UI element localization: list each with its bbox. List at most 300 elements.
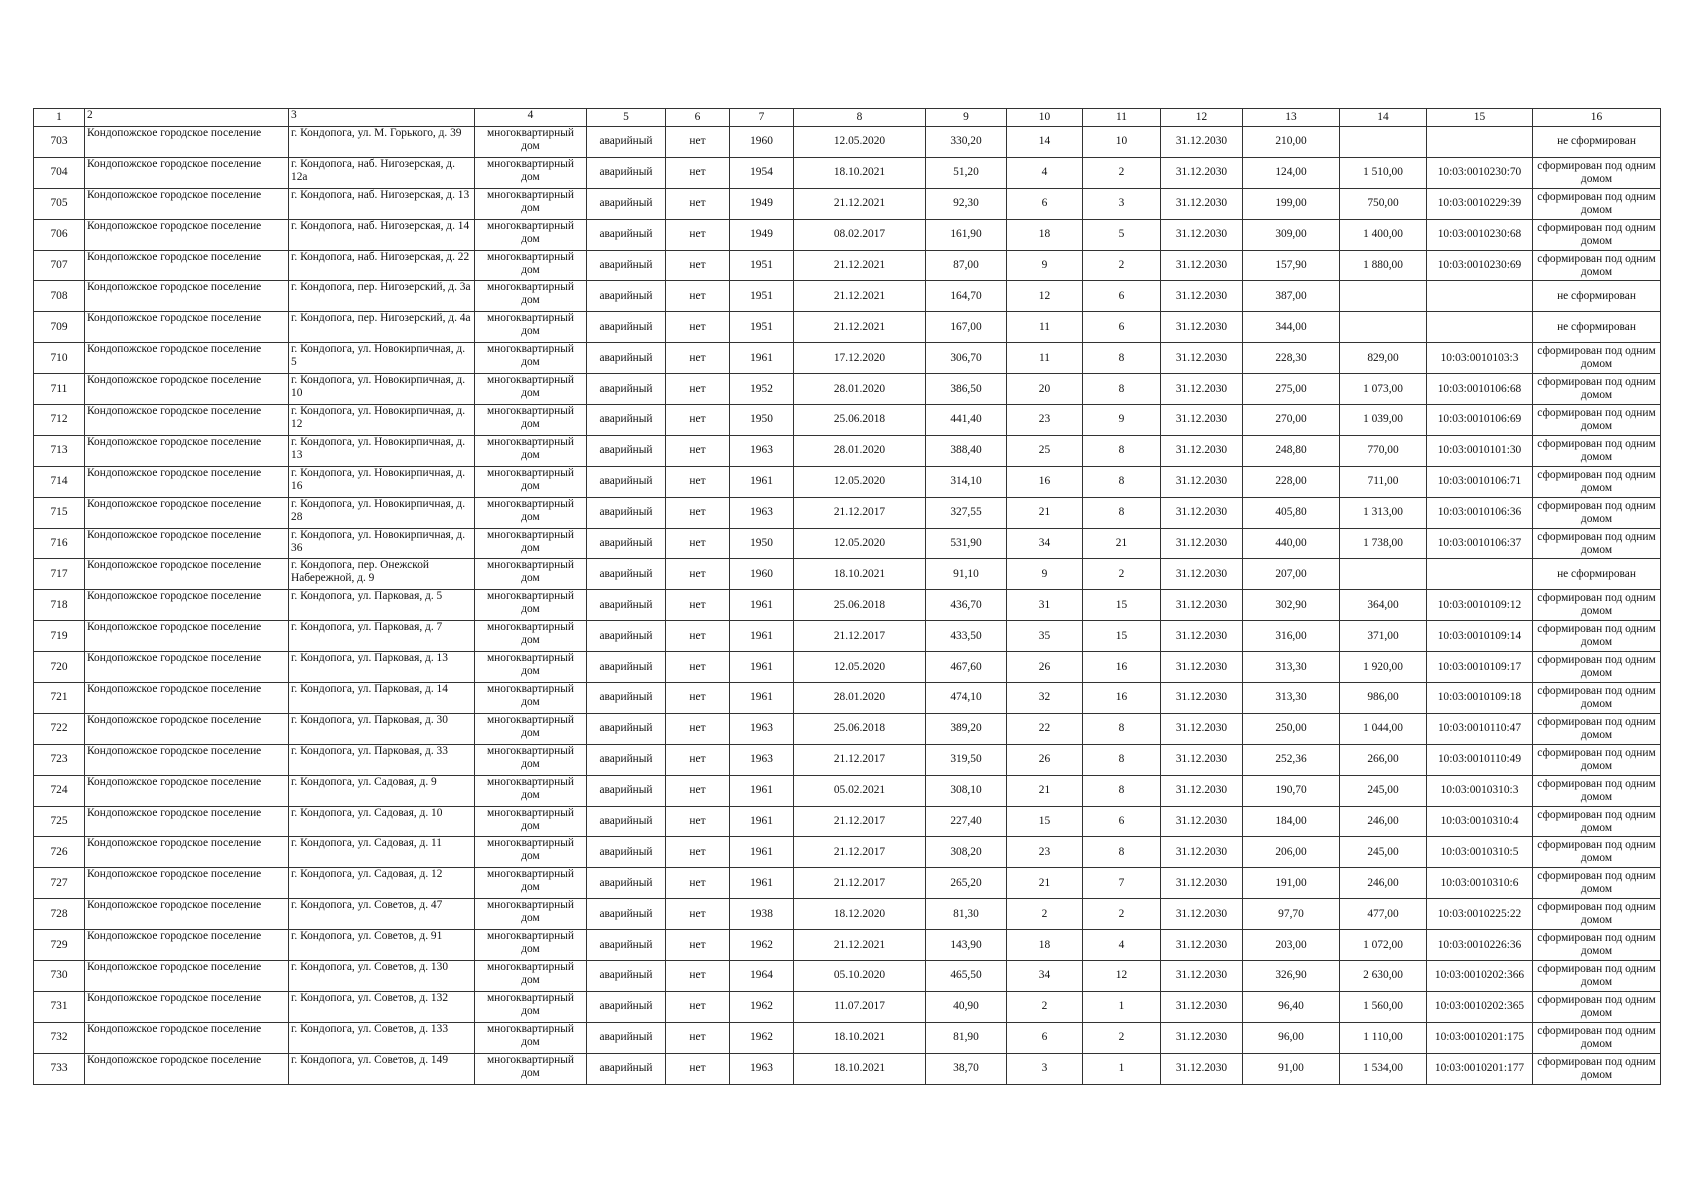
cell-6-cell: нет — [666, 1022, 730, 1053]
table-row — [34, 250, 1661, 281]
building-type-cell: многоквартирный дом — [475, 713, 587, 744]
building-type-cell: многоквартирный дом — [475, 435, 587, 466]
table-row — [34, 466, 1661, 497]
cell-13-cell: 387,00 — [1243, 281, 1340, 312]
cell-6-cell: нет — [666, 621, 730, 652]
address-cell: г. Кондопога, ул. М. Горького, д. 39 — [289, 127, 475, 158]
land-plot-status-cell: сформирован под одним домом — [1533, 930, 1661, 961]
address-cell: г. Кондопога, пер. Онежской Набережной, д. 9 — [289, 559, 475, 590]
land-plot-status-cell: сформирован под одним домом — [1533, 961, 1661, 992]
municipality-cell: Кондопожское городское поселение — [85, 188, 289, 219]
land-plot-area-cell — [1340, 312, 1427, 343]
construction-year-cell: 1938 — [730, 899, 794, 930]
planned-date-cell: 31.12.2030 — [1161, 1022, 1243, 1053]
recognition-date-cell: 12.05.2020 — [794, 127, 926, 158]
planned-date-cell: 31.12.2030 — [1161, 621, 1243, 652]
address-cell: г. Кондопога, ул. Садовая, д. 11 — [289, 837, 475, 868]
cell-6-cell: нет — [666, 127, 730, 158]
residents-count-cell: 9 — [1007, 559, 1083, 590]
land-plot-area-cell: 711,00 — [1340, 466, 1427, 497]
land-plot-status-cell: сформирован под одним домом — [1533, 343, 1661, 374]
row-number-cell: 729 — [34, 930, 85, 961]
row-number-cell: 716 — [34, 528, 85, 559]
building-type-cell: многоквартирный дом — [475, 188, 587, 219]
municipality-cell: Кондопожское городское поселение — [85, 1022, 289, 1053]
construction-year-cell: 1951 — [730, 312, 794, 343]
cell-13-cell: 206,00 — [1243, 837, 1340, 868]
land-plot-status-cell: сформирован под одним домом — [1533, 837, 1661, 868]
cell-6-cell: нет — [666, 590, 730, 621]
cell-13-cell: 191,00 — [1243, 868, 1340, 899]
cadastral-number-cell: 10:03:0010101:30 — [1427, 435, 1533, 466]
cell-13-cell: 313,30 — [1243, 683, 1340, 714]
condition-cell: аварийный — [587, 991, 666, 1022]
condition-cell: аварийный — [587, 127, 666, 158]
address-cell: г. Кондопога, пер. Нигозерский, д. 4а — [289, 312, 475, 343]
address-cell: г. Кондопога, ул. Парковая, д. 7 — [289, 621, 475, 652]
cell-13-cell: 302,90 — [1243, 590, 1340, 621]
row-number-cell: 727 — [34, 868, 85, 899]
area-cell: 388,40 — [926, 435, 1007, 466]
construction-year-cell: 1963 — [730, 713, 794, 744]
land-plot-area-cell: 371,00 — [1340, 621, 1427, 652]
municipality-cell: Кондопожское городское поселение — [85, 528, 289, 559]
area-cell: 465,50 — [926, 961, 1007, 992]
land-plot-status-cell: сформирован под одним домом — [1533, 1053, 1661, 1084]
cell-13-cell: 96,40 — [1243, 991, 1340, 1022]
cadastral-number-cell: 10:03:0010225:22 — [1427, 899, 1533, 930]
planned-date-cell: 31.12.2030 — [1161, 590, 1243, 621]
row-number-cell: 732 — [34, 1022, 85, 1053]
units-count-cell: 2 — [1083, 250, 1161, 281]
address-cell: г. Кондопога, ул. Садовая, д. 10 — [289, 806, 475, 837]
cell-6-cell: нет — [666, 250, 730, 281]
table-row — [34, 775, 1661, 806]
land-plot-status-cell: сформирован под одним домом — [1533, 219, 1661, 250]
area-cell: 474,10 — [926, 683, 1007, 714]
cell-6-cell: нет — [666, 868, 730, 899]
recognition-date-cell: 21.12.2021 — [794, 930, 926, 961]
land-plot-status-cell: сформирован под одним домом — [1533, 466, 1661, 497]
column-number-13: 13 — [1243, 109, 1340, 127]
area-cell: 51,20 — [926, 157, 1007, 188]
units-count-cell: 8 — [1083, 713, 1161, 744]
land-plot-area-cell: 1 534,00 — [1340, 1053, 1427, 1084]
address-cell: г. Кондопога, ул. Новокирпичная, д. 28 — [289, 497, 475, 528]
row-number-cell: 704 — [34, 157, 85, 188]
municipality-cell: Кондопожское городское поселение — [85, 1053, 289, 1084]
land-plot-area-cell: 1 880,00 — [1340, 250, 1427, 281]
building-type-cell: многоквартирный дом — [475, 652, 587, 683]
cadastral-number-cell: 10:03:0010310:3 — [1427, 775, 1533, 806]
units-count-cell: 2 — [1083, 559, 1161, 590]
address-cell: г. Кондопога, ул. Новокирпичная, д. 10 — [289, 374, 475, 405]
area-cell: 433,50 — [926, 621, 1007, 652]
row-number-cell: 721 — [34, 683, 85, 714]
cell-13-cell: 344,00 — [1243, 312, 1340, 343]
planned-date-cell: 31.12.2030 — [1161, 281, 1243, 312]
table-row — [34, 899, 1661, 930]
land-plot-area-cell: 1 073,00 — [1340, 374, 1427, 405]
building-type-cell: многоквартирный дом — [475, 497, 587, 528]
units-count-cell: 8 — [1083, 744, 1161, 775]
cadastral-number-cell: 10:03:0010230:68 — [1427, 219, 1533, 250]
units-count-cell: 8 — [1083, 374, 1161, 405]
cadastral-number-cell: 10:03:0010310:5 — [1427, 837, 1533, 868]
cadastral-number-cell: 10:03:0010110:47 — [1427, 713, 1533, 744]
address-cell: г. Кондопога, ул. Садовая, д. 12 — [289, 868, 475, 899]
residents-count-cell: 25 — [1007, 435, 1083, 466]
cadastral-number-cell: 10:03:0010310:4 — [1427, 806, 1533, 837]
cell-13-cell: 199,00 — [1243, 188, 1340, 219]
column-number-9: 9 — [926, 109, 1007, 127]
cell-13-cell: 270,00 — [1243, 405, 1340, 436]
cadastral-number-cell: 10:03:0010106:36 — [1427, 497, 1533, 528]
residents-count-cell: 4 — [1007, 157, 1083, 188]
building-type-cell: многоквартирный дом — [475, 899, 587, 930]
table-row — [34, 930, 1661, 961]
cadastral-number-cell: 10:03:0010106:71 — [1427, 466, 1533, 497]
residents-count-cell: 6 — [1007, 1022, 1083, 1053]
table-row — [34, 1053, 1661, 1084]
building-type-cell: многоквартирный дом — [475, 466, 587, 497]
table-row — [34, 188, 1661, 219]
building-type-cell: многоквартирный дом — [475, 930, 587, 961]
planned-date-cell: 31.12.2030 — [1161, 683, 1243, 714]
construction-year-cell: 1950 — [730, 405, 794, 436]
cell-13-cell: 248,80 — [1243, 435, 1340, 466]
building-type-cell: многоквартирный дом — [475, 1022, 587, 1053]
recognition-date-cell: 28.01.2020 — [794, 435, 926, 466]
recognition-date-cell: 12.05.2020 — [794, 528, 926, 559]
cell-13-cell: 275,00 — [1243, 374, 1340, 405]
recognition-date-cell: 21.12.2017 — [794, 621, 926, 652]
cell-6-cell: нет — [666, 312, 730, 343]
row-number-cell: 713 — [34, 435, 85, 466]
municipality-cell: Кондопожское городское поселение — [85, 497, 289, 528]
address-cell: г. Кондопога, ул. Новокирпичная, д. 36 — [289, 528, 475, 559]
construction-year-cell: 1961 — [730, 466, 794, 497]
planned-date-cell: 31.12.2030 — [1161, 713, 1243, 744]
recognition-date-cell: 11.07.2017 — [794, 991, 926, 1022]
units-count-cell: 15 — [1083, 621, 1161, 652]
cell-6-cell: нет — [666, 991, 730, 1022]
address-cell: г. Кондопога, ул. Советов, д. 130 — [289, 961, 475, 992]
cell-6-cell: нет — [666, 405, 730, 436]
cell-6-cell: нет — [666, 343, 730, 374]
recognition-date-cell: 18.10.2021 — [794, 1053, 926, 1084]
cell-6-cell: нет — [666, 374, 730, 405]
condition-cell: аварийный — [587, 713, 666, 744]
municipality-cell: Кондопожское городское поселение — [85, 250, 289, 281]
table-row — [34, 590, 1661, 621]
construction-year-cell: 1961 — [730, 806, 794, 837]
table-row — [34, 868, 1661, 899]
land-plot-status-cell: сформирован под одним домом — [1533, 868, 1661, 899]
building-type-cell: многоквартирный дом — [475, 343, 587, 374]
column-number-6: 6 — [666, 109, 730, 127]
cadastral-number-cell: 10:03:0010229:39 — [1427, 188, 1533, 219]
cell-6-cell: нет — [666, 528, 730, 559]
column-number-12: 12 — [1161, 109, 1243, 127]
cell-13-cell: 405,80 — [1243, 497, 1340, 528]
units-count-cell: 9 — [1083, 405, 1161, 436]
municipality-cell: Кондопожское городское поселение — [85, 590, 289, 621]
municipality-cell: Кондопожское городское поселение — [85, 621, 289, 652]
area-cell: 167,00 — [926, 312, 1007, 343]
construction-year-cell: 1961 — [730, 343, 794, 374]
recognition-date-cell: 18.12.2020 — [794, 899, 926, 930]
table-row — [34, 806, 1661, 837]
planned-date-cell: 31.12.2030 — [1161, 744, 1243, 775]
land-plot-area-cell: 477,00 — [1340, 899, 1427, 930]
condition-cell: аварийный — [587, 683, 666, 714]
residents-count-cell: 23 — [1007, 837, 1083, 868]
construction-year-cell: 1963 — [730, 435, 794, 466]
cadastral-number-cell: 10:03:0010226:36 — [1427, 930, 1533, 961]
cell-13-cell: 316,00 — [1243, 621, 1340, 652]
address-cell: г. Кондопога, наб. Нигозерская, д. 12а — [289, 157, 475, 188]
table-row — [34, 744, 1661, 775]
municipality-cell: Кондопожское городское поселение — [85, 157, 289, 188]
units-count-cell: 12 — [1083, 961, 1161, 992]
address-cell: г. Кондопога, ул. Советов, д. 132 — [289, 991, 475, 1022]
condition-cell: аварийный — [587, 374, 666, 405]
condition-cell: аварийный — [587, 590, 666, 621]
row-number-cell: 733 — [34, 1053, 85, 1084]
building-type-cell: многоквартирный дом — [475, 219, 587, 250]
table-row — [34, 127, 1661, 158]
construction-year-cell: 1960 — [730, 559, 794, 590]
cadastral-number-cell: 10:03:0010110:49 — [1427, 744, 1533, 775]
cell-13-cell: 228,30 — [1243, 343, 1340, 374]
table-row — [34, 1022, 1661, 1053]
condition-cell: аварийный — [587, 312, 666, 343]
column-number-14: 14 — [1340, 109, 1427, 127]
planned-date-cell: 31.12.2030 — [1161, 250, 1243, 281]
municipality-cell: Кондопожское городское поселение — [85, 713, 289, 744]
recognition-date-cell: 21.12.2017 — [794, 868, 926, 899]
condition-cell: аварийный — [587, 497, 666, 528]
cell-6-cell: нет — [666, 806, 730, 837]
cell-13-cell: 228,00 — [1243, 466, 1340, 497]
land-plot-status-cell: сформирован под одним домом — [1533, 374, 1661, 405]
planned-date-cell: 31.12.2030 — [1161, 188, 1243, 219]
area-cell: 389,20 — [926, 713, 1007, 744]
land-plot-area-cell: 1 039,00 — [1340, 405, 1427, 436]
building-type-cell: многоквартирный дом — [475, 683, 587, 714]
land-plot-status-cell: сформирован под одним домом — [1533, 621, 1661, 652]
row-number-cell: 705 — [34, 188, 85, 219]
cell-6-cell: нет — [666, 713, 730, 744]
cell-6-cell: нет — [666, 1053, 730, 1084]
residents-count-cell: 11 — [1007, 312, 1083, 343]
residents-count-cell: 3 — [1007, 1053, 1083, 1084]
residents-count-cell: 34 — [1007, 961, 1083, 992]
row-number-cell: 722 — [34, 713, 85, 744]
area-cell: 265,20 — [926, 868, 1007, 899]
column-number-1: 1 — [34, 109, 85, 127]
area-cell: 306,70 — [926, 343, 1007, 374]
construction-year-cell: 1964 — [730, 961, 794, 992]
units-count-cell: 1 — [1083, 1053, 1161, 1084]
residents-count-cell: 6 — [1007, 188, 1083, 219]
land-plot-status-cell: сформирован под одним домом — [1533, 744, 1661, 775]
cell-13-cell: 184,00 — [1243, 806, 1340, 837]
recognition-date-cell: 21.12.2017 — [794, 837, 926, 868]
column-number-16: 16 — [1533, 109, 1661, 127]
cell-6-cell: нет — [666, 466, 730, 497]
cell-13-cell: 97,70 — [1243, 899, 1340, 930]
area-cell: 314,10 — [926, 466, 1007, 497]
recognition-date-cell: 08.02.2017 — [794, 219, 926, 250]
address-cell: г. Кондопога, пер. Нигозерский, д. 3а — [289, 281, 475, 312]
residents-count-cell: 20 — [1007, 374, 1083, 405]
condition-cell: аварийный — [587, 930, 666, 961]
table-row — [34, 219, 1661, 250]
residents-count-cell: 2 — [1007, 899, 1083, 930]
building-type-cell: многоквартирный дом — [475, 806, 587, 837]
recognition-date-cell: 21.12.2017 — [794, 744, 926, 775]
planned-date-cell: 31.12.2030 — [1161, 559, 1243, 590]
condition-cell: аварийный — [587, 961, 666, 992]
cell-6-cell: нет — [666, 683, 730, 714]
land-plot-area-cell: 245,00 — [1340, 775, 1427, 806]
condition-cell: аварийный — [587, 1053, 666, 1084]
planned-date-cell: 31.12.2030 — [1161, 219, 1243, 250]
table-row — [34, 559, 1661, 590]
land-plot-area-cell: 1 313,00 — [1340, 497, 1427, 528]
cell-13-cell: 124,00 — [1243, 157, 1340, 188]
units-count-cell: 8 — [1083, 497, 1161, 528]
cadastral-number-cell — [1427, 127, 1533, 158]
column-number-10: 10 — [1007, 109, 1083, 127]
recognition-date-cell: 25.06.2018 — [794, 713, 926, 744]
building-type-cell: многоквартирный дом — [475, 559, 587, 590]
building-type-cell: многоквартирный дом — [475, 1053, 587, 1084]
recognition-date-cell: 17.12.2020 — [794, 343, 926, 374]
column-number-15: 15 — [1427, 109, 1533, 127]
units-count-cell: 10 — [1083, 127, 1161, 158]
land-plot-area-cell: 750,00 — [1340, 188, 1427, 219]
planned-date-cell: 31.12.2030 — [1161, 127, 1243, 158]
table-row — [34, 405, 1661, 436]
table-row — [34, 435, 1661, 466]
municipality-cell: Кондопожское городское поселение — [85, 899, 289, 930]
land-plot-area-cell: 246,00 — [1340, 806, 1427, 837]
units-count-cell: 6 — [1083, 312, 1161, 343]
units-count-cell: 1 — [1083, 991, 1161, 1022]
municipality-cell: Кондопожское городское поселение — [85, 683, 289, 714]
land-plot-area-cell: 1 920,00 — [1340, 652, 1427, 683]
construction-year-cell: 1963 — [730, 497, 794, 528]
cadastral-number-cell: 10:03:0010201:177 — [1427, 1053, 1533, 1084]
units-count-cell: 15 — [1083, 590, 1161, 621]
residents-count-cell: 32 — [1007, 683, 1083, 714]
table-row — [34, 652, 1661, 683]
cell-6-cell: нет — [666, 497, 730, 528]
cell-6-cell: нет — [666, 435, 730, 466]
column-number-11: 11 — [1083, 109, 1161, 127]
row-number-cell: 718 — [34, 590, 85, 621]
table-row — [34, 991, 1661, 1022]
address-cell: г. Кондопога, ул. Советов, д. 149 — [289, 1053, 475, 1084]
construction-year-cell: 1963 — [730, 744, 794, 775]
land-plot-status-cell: сформирован под одним домом — [1533, 250, 1661, 281]
land-plot-area-cell: 1 738,00 — [1340, 528, 1427, 559]
table-row — [34, 961, 1661, 992]
area-cell: 81,30 — [926, 899, 1007, 930]
condition-cell: аварийный — [587, 528, 666, 559]
residents-count-cell: 22 — [1007, 713, 1083, 744]
municipality-cell: Кондопожское городское поселение — [85, 991, 289, 1022]
row-number-cell: 719 — [34, 621, 85, 652]
area-cell: 441,40 — [926, 405, 1007, 436]
row-number-cell: 703 — [34, 127, 85, 158]
municipality-cell: Кондопожское городское поселение — [85, 652, 289, 683]
cell-13-cell: 96,00 — [1243, 1022, 1340, 1053]
construction-year-cell: 1962 — [730, 930, 794, 961]
row-number-cell: 730 — [34, 961, 85, 992]
residents-count-cell: 9 — [1007, 250, 1083, 281]
table-row — [34, 374, 1661, 405]
building-type-cell: многоквартирный дом — [475, 837, 587, 868]
recognition-date-cell: 12.05.2020 — [794, 466, 926, 497]
condition-cell: аварийный — [587, 435, 666, 466]
residents-count-cell: 2 — [1007, 991, 1083, 1022]
building-type-cell: многоквартирный дом — [475, 157, 587, 188]
building-type-cell: многоквартирный дом — [475, 374, 587, 405]
residents-count-cell: 12 — [1007, 281, 1083, 312]
table-row — [34, 837, 1661, 868]
table-row — [34, 621, 1661, 652]
land-plot-status-cell: сформирован под одним домом — [1533, 157, 1661, 188]
cadastral-number-cell: 10:03:0010310:6 — [1427, 868, 1533, 899]
municipality-cell: Кондопожское городское поселение — [85, 312, 289, 343]
residents-count-cell: 14 — [1007, 127, 1083, 158]
condition-cell: аварийный — [587, 157, 666, 188]
area-cell: 308,20 — [926, 837, 1007, 868]
column-number-3: 3 — [289, 109, 475, 127]
area-cell: 143,90 — [926, 930, 1007, 961]
units-count-cell: 6 — [1083, 281, 1161, 312]
residents-count-cell: 21 — [1007, 497, 1083, 528]
condition-cell: аварийный — [587, 775, 666, 806]
column-number-5: 5 — [587, 109, 666, 127]
address-cell: г. Кондопога, ул. Новокирпичная, д. 16 — [289, 466, 475, 497]
condition-cell: аварийный — [587, 343, 666, 374]
construction-year-cell: 1950 — [730, 528, 794, 559]
table-row — [34, 343, 1661, 374]
construction-year-cell: 1963 — [730, 1053, 794, 1084]
cadastral-number-cell: 10:03:0010109:18 — [1427, 683, 1533, 714]
column-number-8: 8 — [794, 109, 926, 127]
recognition-date-cell: 18.10.2021 — [794, 559, 926, 590]
area-cell: 92,30 — [926, 188, 1007, 219]
row-number-cell: 726 — [34, 837, 85, 868]
land-plot-status-cell: сформирован под одним домом — [1533, 652, 1661, 683]
area-cell: 327,55 — [926, 497, 1007, 528]
construction-year-cell: 1960 — [730, 127, 794, 158]
recognition-date-cell: 18.10.2021 — [794, 1022, 926, 1053]
column-number-7: 7 — [730, 109, 794, 127]
municipality-cell: Кондопожское городское поселение — [85, 466, 289, 497]
cell-13-cell: 313,30 — [1243, 652, 1340, 683]
cell-13-cell: 440,00 — [1243, 528, 1340, 559]
row-number-cell: 706 — [34, 219, 85, 250]
building-type-cell: многоквартирный дом — [475, 281, 587, 312]
area-cell: 467,60 — [926, 652, 1007, 683]
